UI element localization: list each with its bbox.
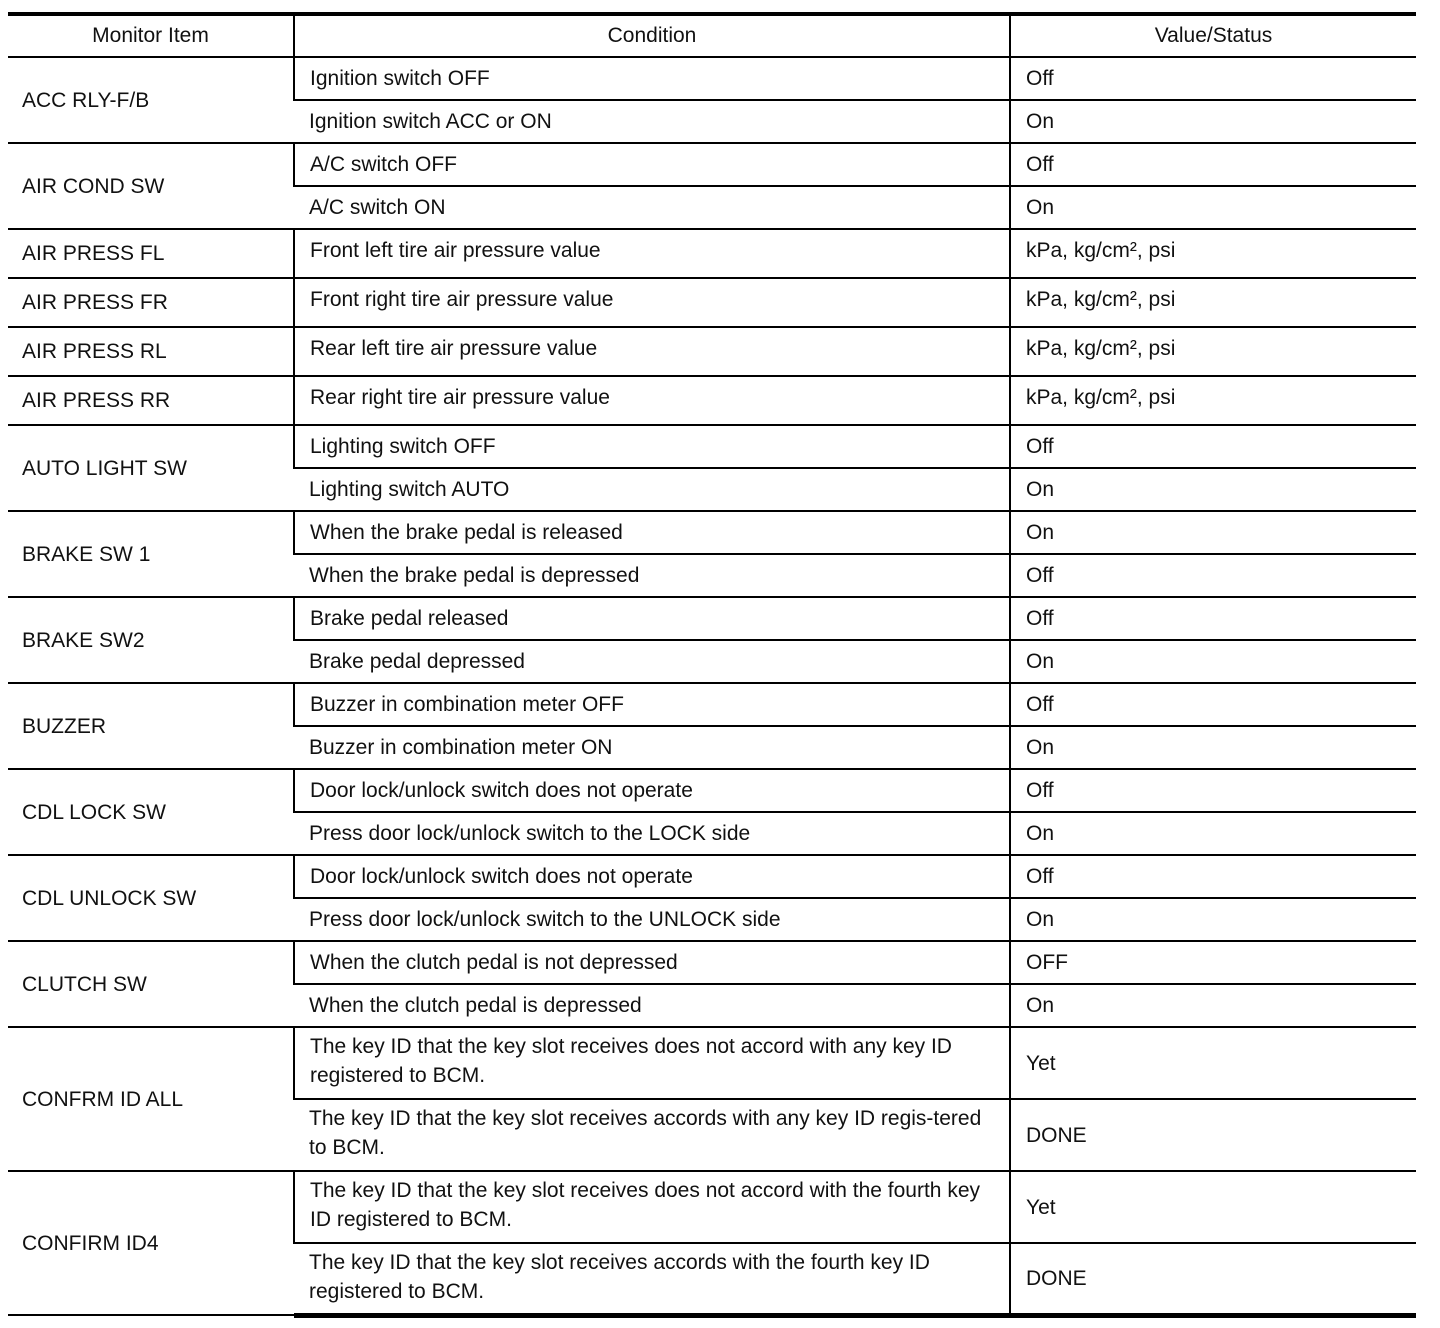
value-status-cell: On [1010,468,1416,511]
table-row [8,425,1416,468]
table-row [8,1171,1416,1243]
condition-cell: Buzzer in combination meter ON [294,726,1010,769]
table-header-row [8,14,1416,57]
monitor-item-cell: CDL LOCK SW [8,769,294,855]
condition-cell: A/C switch ON [294,186,1010,229]
value-status-cell: Yet [1010,1027,1416,1099]
monitor-item-cell: ACC RLY-F/B [8,57,294,143]
condition-cell: Press door lock/unlock switch to the LOCK side [294,812,1010,855]
condition-cell: Front right tire air pressure value [294,278,1010,327]
table-row [8,57,1416,100]
table-row [8,229,1416,278]
table-row [8,683,1416,726]
table-row [8,278,1416,327]
value-status-cell: On [1010,984,1416,1027]
monitor-item-cell: BRAKE SW2 [8,597,294,683]
condition-cell: Front left tire air pressure value [294,229,1010,278]
condition-cell: Door lock/unlock switch does not operate [294,855,1010,898]
table-row [8,376,1416,425]
table-row [8,143,1416,186]
condition-cell: A/C switch OFF [294,143,1010,186]
table-row [8,855,1416,898]
condition-cell: Rear right tire air pressure value [294,376,1010,425]
value-status-cell: Off [1010,143,1416,186]
condition-cell: When the clutch pedal is not depressed [294,941,1010,984]
header-value-status: Value/Status [1010,14,1416,57]
value-status-cell: On [1010,640,1416,683]
value-status-cell: kPa, kg/cm², psi [1010,327,1416,376]
condition-cell: When the brake pedal is depressed [294,554,1010,597]
table-body [8,57,1416,1315]
value-status-cell: On [1010,898,1416,941]
table-row [8,769,1416,812]
condition-cell: Lighting switch OFF [294,425,1010,468]
value-status-cell: On [1010,100,1416,143]
table-row [8,941,1416,984]
value-status-cell: On [1010,812,1416,855]
value-status-cell: Yet [1010,1171,1416,1243]
condition-cell: Ignition switch OFF [294,57,1010,100]
monitor-item-cell: BUZZER [8,683,294,769]
condition-cell: When the brake pedal is released [294,511,1010,554]
monitor-item-cell: AIR PRESS FR [8,278,294,327]
condition-cell: Door lock/unlock switch does not operate [294,769,1010,812]
table-row [8,511,1416,554]
table-row [8,327,1416,376]
monitor-item-cell: CONFIRM ID4 [8,1171,294,1315]
value-status-cell: DONE [1010,1243,1416,1315]
table-row [8,597,1416,640]
condition-cell: Rear left tire air pressure value [294,327,1010,376]
condition-cell: The key ID that the key slot receives accords with the fourth key ID registered to BCM. [294,1243,1010,1315]
condition-cell: Brake pedal depressed [294,640,1010,683]
value-status-cell: OFF [1010,941,1416,984]
value-status-cell: kPa, kg/cm², psi [1010,278,1416,327]
monitor-item-cell: CLUTCH SW [8,941,294,1027]
monitor-item-cell: CDL UNLOCK SW [8,855,294,941]
value-status-cell: Off [1010,554,1416,597]
monitor-item-cell: AIR PRESS FL [8,229,294,278]
value-status-cell: On [1010,726,1416,769]
header-condition: Condition [294,14,1010,57]
monitor-item-cell: AIR PRESS RL [8,327,294,376]
value-status-cell: Off [1010,769,1416,812]
condition-cell: The key ID that the key slot receives does not accord with the fourth key ID registered to BCM. [294,1171,1010,1243]
monitor-item-cell: AIR COND SW [8,143,294,229]
value-status-cell: DONE [1010,1099,1416,1171]
value-status-cell: Off [1010,597,1416,640]
condition-cell: Buzzer in combination meter OFF [294,683,1010,726]
value-status-cell: Off [1010,425,1416,468]
value-status-cell: kPa, kg/cm², psi [1010,376,1416,425]
monitor-item-cell: BRAKE SW 1 [8,511,294,597]
condition-cell: When the clutch pedal is depressed [294,984,1010,1027]
header-monitor-item: Monitor Item [8,14,294,57]
condition-cell: Press door lock/unlock switch to the UNLOCK side [294,898,1010,941]
monitor-item-cell: AIR PRESS RR [8,376,294,425]
value-status-cell: Off [1010,57,1416,100]
value-status-cell: kPa, kg/cm², psi [1010,229,1416,278]
value-status-cell: On [1010,186,1416,229]
monitor-item-table [8,12,1416,1318]
condition-cell: Brake pedal released [294,597,1010,640]
table-row [8,1027,1416,1099]
monitor-item-cell: AUTO LIGHT SW [8,425,294,511]
value-status-cell: Off [1010,683,1416,726]
value-status-cell: Off [1010,855,1416,898]
condition-cell: Ignition switch ACC or ON [294,100,1010,143]
condition-cell: The key ID that the key slot receives does not accord with any key ID registered to BCM. [294,1027,1010,1099]
condition-cell: The key ID that the key slot receives accords with any key ID regis-tered to BCM. [294,1099,1010,1171]
condition-cell: Lighting switch AUTO [294,468,1010,511]
value-status-cell: On [1010,511,1416,554]
monitor-item-cell: CONFRM ID ALL [8,1027,294,1171]
